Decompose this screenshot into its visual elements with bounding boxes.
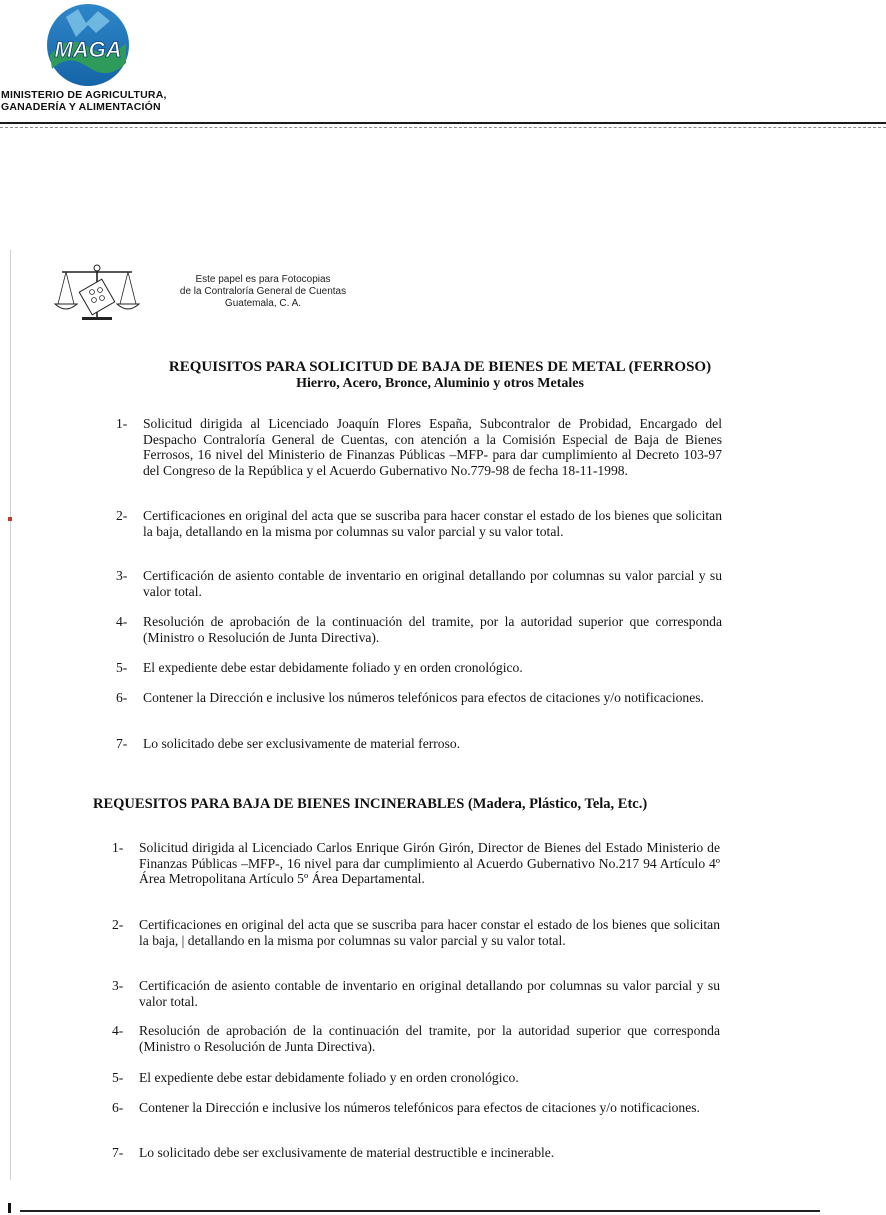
section1-title: REQUISITOS PARA SOLICITUD DE BAJA DE BIENES DE METAL (FERROSO) [168,359,712,375]
item-text: Certificación de asiento contable de inventario en original detallando por columnas su valor parcial y su valor total. [143,568,722,599]
item-number: 6- [116,690,128,705]
logo-text: MAGA [54,37,122,62]
item-text: El expediente debe estar debidamente foliado y en orden cronológico. [139,1070,519,1085]
item-text: Contener la Dirección e inclusive los números telefónicos para efectos de citaciones y/o notificaciones. [139,1100,700,1115]
item-text: Resolución de aprobación de la continuación del tramite, por la autoridad superior que corresponda (Ministro o Resolución de Junta Directiva). [143,614,722,645]
maga-logo [46,3,130,87]
item-text: Certificaciones en original del acta que se suscriba para hacer constar el estado de los bienes que solicitan la baja, detallando en la misma por columnas su valor parcial y su valor total. [143,508,722,539]
section2-requirements-list [112,840,720,1170]
list-item [116,690,722,706]
ministry-name [1,89,167,113]
item-text: Certificación de asiento contable de inventario en original detallando por columnas su valor parcial y su valor total. [139,978,720,1009]
list-item [116,568,722,599]
item-text: Lo solicitado debe ser exclusivamente de material ferroso. [143,736,461,751]
ministry-line-1: MINISTERIO DE AGRICULTURA, [1,89,167,101]
item-number: 5- [116,660,128,675]
scales-of-justice-icon [52,262,142,324]
list-item [112,1023,720,1054]
list-item [112,1070,720,1086]
item-number: 1- [116,416,128,431]
item-number: 7- [112,1145,124,1160]
item-text: Solicitud dirigida al Licenciado Carlos Enrique Girón Girón, Director de Bienes del Estado Ministerio de Finanzas Públicas –MFP-, 16 nivel para dar cumplimiento al Acuerdo Gubernativo No.217 94 Artículo 4º Área Metropolitana Artículo 5º Área Departamental. [139,840,720,886]
footer-divider [20,1210,820,1212]
list-item [112,917,720,948]
scan-margin-line [10,250,11,1180]
item-text: Lo solicitado debe ser exclusivamente de material destructible e incinerable. [139,1145,555,1160]
item-number: 4- [116,614,128,629]
scan-mark [8,517,12,521]
section2-title-tail: (Madera, Plástico, Tela, Etc.) [467,796,648,812]
section1-requirements-list [116,416,722,756]
item-number: 7- [116,736,128,751]
scan-mark-bottom [8,1203,11,1213]
item-number: 1- [112,840,124,855]
section2-title [60,796,853,813]
stamp-line-1: Este papel es para Fotocopias [195,274,331,285]
item-number: 6- [112,1100,124,1115]
list-item [116,508,722,539]
item-text: Contener la Dirección e inclusive los números telefónicos para efectos de citaciones y/o notificaciones. [143,690,704,705]
item-text: El expediente debe estar debidamente foliado y en orden cronológico. [143,660,523,675]
item-number: 2- [112,917,124,932]
list-item [112,1145,720,1161]
stamp-line-2: de la Contraloría General de Cuentas [179,286,347,297]
ministry-line-2: GANADERÍA Y ALIMENTACIÓN [1,101,161,113]
maga-logo-block [0,0,200,118]
section1-subtitle: Hierro, Acero, Bronce, Aluminio y otros Metales [296,376,584,391]
item-number: 4- [112,1023,124,1038]
stamp-line-3: Guatemala, C. A. [224,298,302,309]
list-item [116,416,722,478]
list-item [112,1100,720,1116]
item-number: 2- [116,508,128,523]
section2-title-main: REQUESITOS PARA BAJA DE BIENES INCINERABLES [93,796,465,812]
stamp-text [148,274,378,310]
list-item [112,978,720,1009]
item-text: Certificaciones en original del acta que se suscriba para hacer constar el estado de los bienes que solicitan la baja, | detallando en la misma por columnas su valor parcial y su valor total. [139,917,720,948]
header-divider [0,122,886,124]
item-text: Solicitud dirigida al Licenciado Joaquín Flores España, Subcontralor de Probidad, Encargado del Despacho Contraloría General de Cuentas, con atención a la Comisión Especial de Baja de Bienes Ferrosos, 16 nivel del Ministerio de Finanzas Públicas –MFP- para dar cumplimiento al Decreto 103-97 del Congreso de la República y el Acuerdo Gubernativo No.779-98 de fecha 18-11-1998. [143,416,722,478]
list-item [116,614,722,645]
list-item [112,840,720,887]
list-item [116,736,722,752]
item-number: 3- [112,978,124,993]
list-item [116,660,722,676]
item-number: 5- [112,1070,124,1085]
item-number: 3- [116,568,128,583]
item-text: Resolución de aprobación de la continuación del tramite, por la autoridad superior que corresponda (Ministro o Resolución de Junta Directiva). [139,1023,720,1054]
header-divider-dashed [0,127,886,128]
